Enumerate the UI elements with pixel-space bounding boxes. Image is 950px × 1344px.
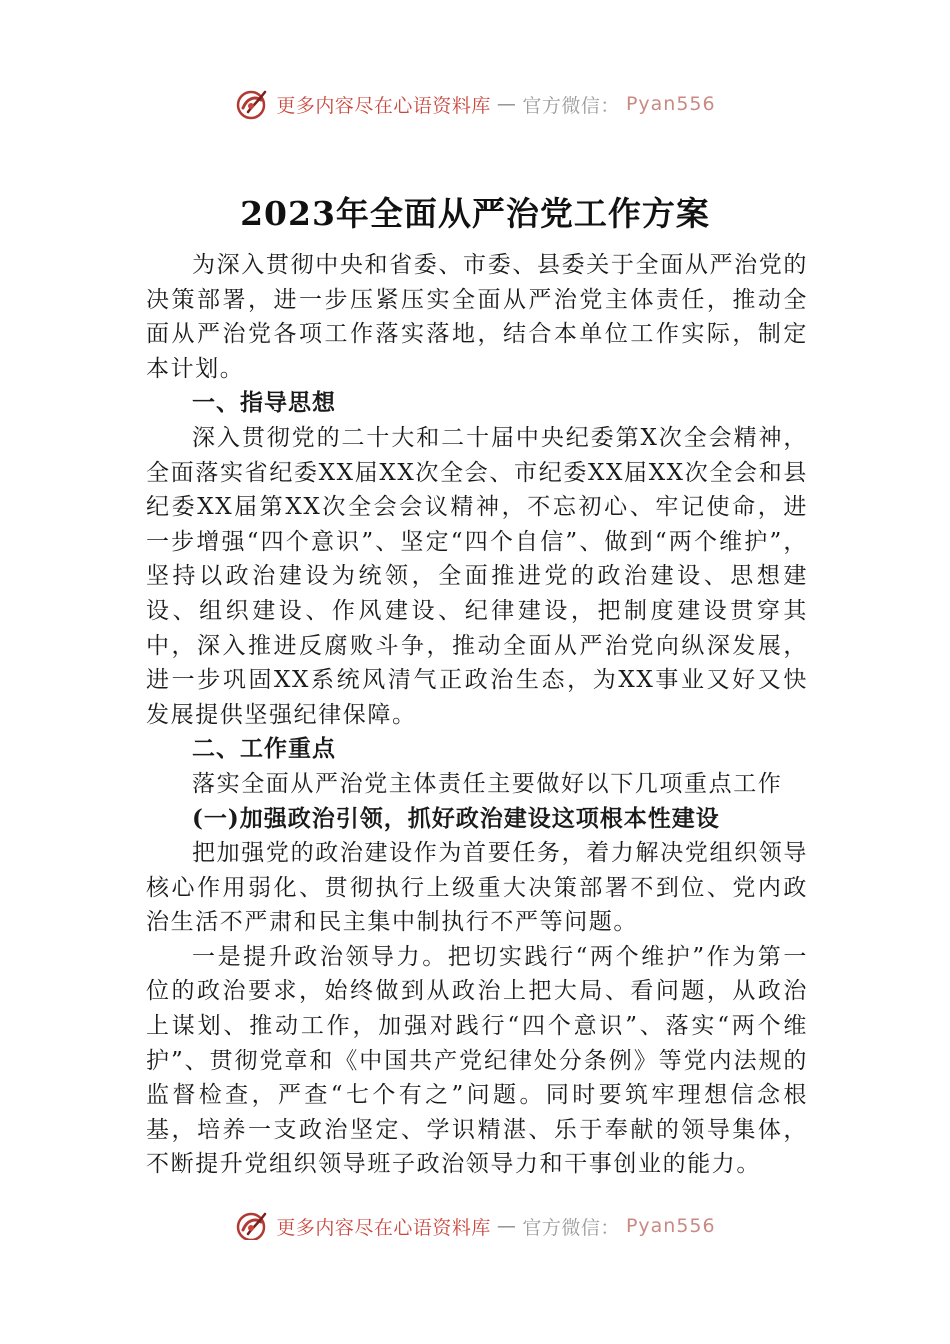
footer-watermark bbox=[0, 1204, 950, 1240]
section-heading-guiding-ideology: 一、指导思想 bbox=[192, 390, 336, 417]
watermark-wechat-id: Pyan556 bbox=[625, 1215, 716, 1237]
subsection-heading-political-guidance: (一)加强政治引领，抓好政治建设这项根本性建设 bbox=[192, 804, 720, 832]
document-title: 2023年全面从严治党工作方案 bbox=[240, 194, 710, 233]
watermark-wechat-id: Pyan556 bbox=[625, 93, 716, 115]
section-heading-work-focus: 二、工作重点 bbox=[192, 736, 336, 763]
guiding-ideology-paragraph: 深入贯彻党的二十大和二十届中央纪委第X次全会精神，全面落实省纪委XX届XX次全会、市纪委XX届XX次全会和县纪委XX届第XX次全会会议精神，不忘初心、牢记使命，进一步增强“四个意识”、坚定“四个自信”、做到“两个维护”，坚持以政治建设为统领，全面推进党的政治建设、思想建设、组织建设、作风建设、纪律建设，把制度建设贯穿其中，深入推进反腐败斗争，推动全面从严治党向纵深发展，进一步巩固XX系统风清气正政治生态，为XX事业又好又快发展提供坚强纪律保障。 bbox=[146, 424, 808, 728]
document-body bbox=[146, 248, 808, 1182]
watermark-text: 更多内容尽在心语资料库 bbox=[276, 1216, 491, 1239]
watermark-text: 更多内容尽在心语资料库 bbox=[276, 94, 491, 117]
header-watermark bbox=[0, 84, 950, 124]
seal-logo-icon bbox=[234, 1208, 270, 1240]
point-one-paragraph: 一是提升政治领导力。把切实践行“两个维护”作为第一位的政治要求，始终做到从政治上把大局、看问题，从政治上谋划、推动工作，加强对践行“四个意识”、落实“两个维护”、贯彻党章和《中国共产党纪律处分条例》等党内法规的监督检查，严查“七个有之”问题。同时要筑牢理想信念根基，培养一支政治坚定、学识精湛、乐于奉献的领导集体，不断提升党组织领导班子政治领导力和干事创业的能力。 bbox=[146, 943, 808, 1178]
watermark-wechat-label: 官方微信： bbox=[522, 94, 620, 117]
seal-logo-icon bbox=[234, 86, 270, 122]
political-guidance-paragraph: 把加强党的政治建设作为首要任务，着力解决党组织领导核心作用弱化、贯彻执行上级重大决策部署不到位、党内政治生活不严肃和民主集中制执行不严等问题。 bbox=[146, 840, 808, 936]
watermark-separator: — bbox=[496, 1215, 517, 1237]
intro-paragraph: 为深入贯彻中央和省委、市委、县委关于全面从严治党的决策部署，进一步压紧压实全面从严治党主体责任，推动全面从严治党各项工作落实落地，结合本单位工作实际，制定本计划。 bbox=[146, 252, 808, 382]
work-focus-intro: 落实全面从严治党主体责任主要做好以下几项重点工作 bbox=[192, 770, 783, 797]
watermark-wechat-label: 官方微信： bbox=[522, 1216, 620, 1239]
watermark-separator: — bbox=[496, 93, 517, 115]
